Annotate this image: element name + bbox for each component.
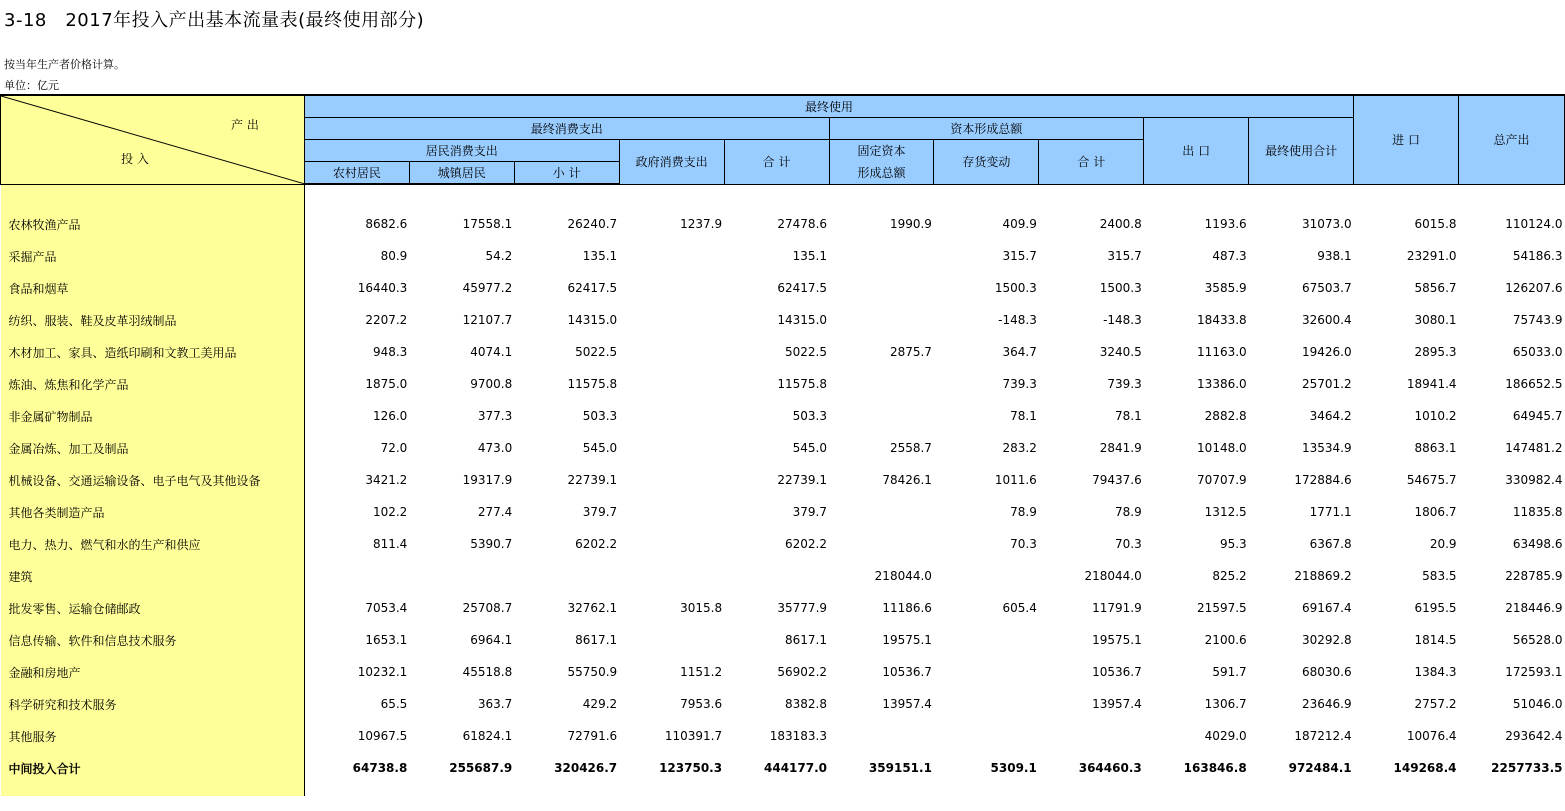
table-cell: 22739.1 <box>777 473 828 487</box>
table-cell: 277.4 <box>477 505 513 519</box>
total-row <box>1 752 1565 784</box>
table-cell <box>619 336 724 368</box>
table-cell: 19317.9 <box>462 473 513 487</box>
table-cell: 255687.9 <box>449 761 513 775</box>
table-cell: 825.2 <box>1212 569 1247 583</box>
table-row <box>1 432 1565 464</box>
table-cell: 283.2 <box>1002 441 1037 455</box>
table-cell: -148.3 <box>998 313 1037 327</box>
table-cell <box>724 560 829 592</box>
table-cell <box>304 560 409 592</box>
header-corner <box>1 95 305 184</box>
table-cell <box>934 560 1039 592</box>
table-cell: 78426.1 <box>882 473 932 487</box>
page-title: 3-18 2017年投入产出基本流量表(最终使用部分) <box>4 10 425 31</box>
table-cell: 80.9 <box>380 249 408 263</box>
table-cell: 163846.8 <box>1183 761 1247 775</box>
table-cell: 18941.4 <box>1406 377 1457 391</box>
table-cell: 2841.9 <box>1099 441 1142 455</box>
table-cell: 147481.2 <box>1505 441 1563 455</box>
table-cell: 23646.9 <box>1301 697 1352 711</box>
table-cell: 62417.5 <box>777 281 828 295</box>
row-label: 金融和房地产 <box>1 656 305 688</box>
table-cell: 13957.4 <box>1092 697 1142 711</box>
table-cell: 5022.5 <box>785 345 828 359</box>
table-cell: 739.3 <box>1107 377 1142 391</box>
table-cell: 3015.8 <box>680 601 723 615</box>
table-cell: 7053.4 <box>365 601 408 615</box>
table-cell: 64945.7 <box>1512 409 1563 423</box>
table-cell: 72.0 <box>380 441 408 455</box>
table-cell: 1814.5 <box>1414 633 1457 647</box>
table-cell: 45518.8 <box>462 665 513 679</box>
row-label: 电力、热力、燃气和水的生产和供应 <box>1 528 305 560</box>
table-cell: 379.7 <box>792 505 828 519</box>
unit-note: 单位：亿元 <box>4 79 59 92</box>
table-cell: 605.4 <box>1002 601 1037 615</box>
spacer-row <box>1 184 1565 208</box>
table-cell: 126.0 <box>372 409 408 423</box>
table-cell: 364460.3 <box>1078 761 1142 775</box>
table-cell: 63498.6 <box>1512 537 1563 551</box>
header-government: 政府消费支出 <box>619 139 724 184</box>
table-cell: 65033.0 <box>1512 345 1563 359</box>
table-cell: 56528.0 <box>1512 633 1563 647</box>
table-row <box>1 624 1565 656</box>
table-cell <box>619 240 724 272</box>
table-cell: 54675.7 <box>1406 473 1457 487</box>
io-table <box>0 94 1565 796</box>
table-cell: 948.3 <box>372 345 408 359</box>
table-cell <box>619 464 724 496</box>
table-cell: 1193.6 <box>1204 217 1247 231</box>
table-cell: 315.7 <box>1002 249 1037 263</box>
table-cell: 8617.1 <box>785 633 828 647</box>
table-cell <box>829 528 934 560</box>
table-cell: 54186.3 <box>1512 249 1563 263</box>
table-row <box>1 720 1565 752</box>
table-cell: 8382.8 <box>785 697 828 711</box>
table-row <box>1 592 1565 624</box>
corner-diagonal <box>1 96 304 184</box>
table-cell: 3585.9 <box>1204 281 1247 295</box>
table-cell: 1771.1 <box>1309 505 1352 519</box>
table-cell: -148.3 <box>1103 313 1142 327</box>
table-row <box>1 368 1565 400</box>
table-cell: 6015.8 <box>1414 217 1457 231</box>
table-cell: 10967.5 <box>357 729 408 743</box>
table-cell: 1500.3 <box>1099 281 1142 295</box>
row-label: 中间投入合计 <box>1 752 305 784</box>
table-cell: 487.3 <box>1212 249 1247 263</box>
table-cell: 409.9 <box>1002 217 1037 231</box>
table-cell: 315.7 <box>1107 249 1142 263</box>
table-cell: 359151.1 <box>868 761 932 775</box>
table-cell <box>619 560 724 592</box>
table-cell: 95.3 <box>1219 537 1247 551</box>
table-row <box>1 464 1565 496</box>
table-cell: 739.3 <box>1002 377 1037 391</box>
table-cell: 17558.1 <box>462 217 513 231</box>
table-row <box>1 528 1565 560</box>
table-cell: 8863.1 <box>1414 441 1457 455</box>
table-cell: 23291.0 <box>1406 249 1457 263</box>
table-cell: 545.0 <box>792 441 828 455</box>
table-cell <box>934 688 1039 720</box>
row-label: 纺织、服装、鞋及皮革羽绒制品 <box>1 304 305 336</box>
table-row <box>1 304 1565 336</box>
row-label: 其他服务 <box>1 720 305 752</box>
table-cell: 503.3 <box>792 409 828 423</box>
table-cell: 1990.9 <box>889 217 932 231</box>
table-cell: 22739.1 <box>567 473 618 487</box>
header-household: 居民消费支出 <box>304 139 619 162</box>
table-cell: 186652.5 <box>1505 377 1563 391</box>
table-cell: 69167.4 <box>1301 601 1352 615</box>
table-cell: 126207.6 <box>1505 281 1563 295</box>
row-label: 采掘产品 <box>1 240 305 272</box>
table-cell: 320426.7 <box>554 761 618 775</box>
table-cell: 19426.0 <box>1301 345 1352 359</box>
table-cell: 218044.0 <box>874 569 932 583</box>
table-cell: 545.0 <box>582 441 618 455</box>
row-label: 金属冶炼、加工及制品 <box>1 432 305 464</box>
table-cell: 1010.2 <box>1414 409 1457 423</box>
table-cell: 13386.0 <box>1197 377 1247 391</box>
table-cell: 811.4 <box>372 537 408 551</box>
table-cell: 429.2 <box>582 697 618 711</box>
row-label: 炼油、炼焦和化学产品 <box>1 368 305 400</box>
table-cell: 1384.3 <box>1414 665 1457 679</box>
header-fc-total: 合 计 <box>724 139 829 184</box>
table-cell: 172593.1 <box>1505 665 1563 679</box>
table-cell: 64738.8 <box>352 761 408 775</box>
table-header <box>1 95 1565 184</box>
table-cell: 1500.3 <box>994 281 1037 295</box>
table-cell: 75743.9 <box>1512 313 1563 327</box>
table-cell: 32600.4 <box>1301 313 1352 327</box>
table-cell: 32762.1 <box>567 601 618 615</box>
table-cell: 70707.9 <box>1197 473 1247 487</box>
table-cell <box>829 368 934 400</box>
table-cell: 6964.1 <box>470 633 513 647</box>
table-row <box>1 688 1565 720</box>
table-cell <box>829 400 934 432</box>
table-cell: 2100.6 <box>1204 633 1247 647</box>
table-cell: 218044.0 <box>1084 569 1142 583</box>
header-rural: 农村居民 <box>304 162 409 185</box>
table-cell: 70.3 <box>1010 537 1037 551</box>
table-cell <box>619 368 724 400</box>
table-cell <box>619 624 724 656</box>
table-cell: 31073.0 <box>1301 217 1352 231</box>
table-cell <box>409 560 514 592</box>
table-cell: 11791.9 <box>1092 601 1142 615</box>
table-cell: 78.1 <box>1115 409 1142 423</box>
table-cell: 10536.7 <box>882 665 932 679</box>
table-cell: 67503.7 <box>1301 281 1352 295</box>
price-note: 按当年生产者价格计算。 <box>4 58 125 71</box>
table-cell: 473.0 <box>477 441 513 455</box>
table-cell: 3240.5 <box>1099 345 1142 359</box>
table-cell: 10076.4 <box>1406 729 1457 743</box>
table-row <box>1 336 1565 368</box>
table-cell: 4074.1 <box>470 345 513 359</box>
table-cell <box>934 720 1039 752</box>
table-cell: 35777.9 <box>777 601 828 615</box>
table-cell: 1306.7 <box>1204 697 1247 711</box>
table-cell: 56902.2 <box>777 665 828 679</box>
table-cell <box>1039 720 1144 752</box>
header-inventory: 存货变动 <box>934 139 1039 184</box>
table-cell: 19575.1 <box>882 633 932 647</box>
table-cell: 25701.2 <box>1301 377 1352 391</box>
table-cell: 16440.3 <box>357 281 408 295</box>
table-cell <box>934 624 1039 656</box>
table-row <box>1 400 1565 432</box>
table-cell: 11835.8 <box>1512 505 1563 519</box>
header-final-use: 最终使用 <box>304 95 1353 117</box>
table-cell: 187212.4 <box>1294 729 1352 743</box>
table-row <box>1 240 1565 272</box>
table-cell <box>619 496 724 528</box>
table-cell: 503.3 <box>582 409 618 423</box>
table-cell: 135.1 <box>582 249 618 263</box>
corner-input-label: 投 入 <box>121 152 149 166</box>
table-cell: 377.3 <box>477 409 513 423</box>
table-cell: 11575.8 <box>567 377 618 391</box>
table-cell: 228785.9 <box>1505 569 1563 583</box>
header-import: 进 口 <box>1354 95 1459 184</box>
table-cell <box>829 720 934 752</box>
table-cell: 1312.5 <box>1204 505 1247 519</box>
row-label: 批发零售、运输仓储邮政 <box>1 592 305 624</box>
table-cell: 123750.3 <box>659 761 723 775</box>
table-cell: 1806.7 <box>1414 505 1457 519</box>
table-cell: 110391.7 <box>664 729 723 743</box>
table-cell: 330982.4 <box>1505 473 1563 487</box>
table-cell: 9700.8 <box>470 377 513 391</box>
row-label: 木材加工、家具、造纸印刷和文教工美用品 <box>1 336 305 368</box>
table-cell: 79437.6 <box>1092 473 1142 487</box>
table-cell: 218869.2 <box>1294 569 1352 583</box>
table-cell: 1237.9 <box>680 217 723 231</box>
table-cell: 6202.2 <box>785 537 828 551</box>
table-cell: 102.2 <box>372 505 408 519</box>
table-cell: 2875.7 <box>889 345 932 359</box>
table-row <box>1 560 1565 592</box>
table-cell <box>619 272 724 304</box>
table-cell: 2400.8 <box>1099 217 1142 231</box>
table-cell: 65.5 <box>380 697 408 711</box>
table-cell: 1151.2 <box>680 665 723 679</box>
header-urban: 城镇居民 <box>409 162 514 185</box>
table-cell: 19575.1 <box>1092 633 1142 647</box>
table-cell <box>514 560 619 592</box>
table-cell: 293642.4 <box>1505 729 1563 743</box>
table-cell: 18433.8 <box>1197 313 1247 327</box>
table-cell: 45977.2 <box>462 281 513 295</box>
table-cell <box>829 496 934 528</box>
table-cell: 6202.2 <box>575 537 618 551</box>
table-cell: 13957.4 <box>882 697 932 711</box>
table-cell: 26240.7 <box>567 217 618 231</box>
table-cell: 51046.0 <box>1512 697 1563 711</box>
header-final-use-total: 最终使用合计 <box>1249 117 1354 184</box>
row-label: 建筑 <box>1 560 305 592</box>
table-row <box>1 656 1565 688</box>
table-cell: 364.7 <box>1002 345 1037 359</box>
table-cell: 2882.8 <box>1204 409 1247 423</box>
table-cell: 6195.5 <box>1414 601 1457 615</box>
table-body <box>1 184 1565 796</box>
table-cell: 379.7 <box>582 505 618 519</box>
table-cell: 591.7 <box>1212 665 1247 679</box>
table-cell: 5022.5 <box>575 345 618 359</box>
header-export: 出 口 <box>1144 117 1249 184</box>
table-cell: 61824.1 <box>462 729 513 743</box>
header-gfcf-line2: 形成总额 <box>857 165 906 180</box>
header-final-consumption: 最终消费支出 <box>304 117 829 139</box>
table-cell: 70.3 <box>1115 537 1142 551</box>
trailing-row <box>1 784 1565 796</box>
table-cell: 25708.7 <box>462 601 513 615</box>
table-cell: 444177.0 <box>764 761 828 775</box>
table-cell: 78.9 <box>1010 505 1037 519</box>
table-cell: 30292.8 <box>1301 633 1352 647</box>
table-cell: 10148.0 <box>1197 441 1247 455</box>
table-cell: 78.9 <box>1115 505 1142 519</box>
table-cell: 363.7 <box>477 697 513 711</box>
row-label: 食品和烟草 <box>1 272 305 304</box>
table-cell <box>829 272 934 304</box>
table-cell <box>829 240 934 272</box>
table-cell: 5390.7 <box>470 537 513 551</box>
header-capital-formation: 资本形成总额 <box>829 117 1144 139</box>
table-cell: 72791.6 <box>567 729 618 743</box>
row-label: 信息传输、软件和信息技术服务 <box>1 624 305 656</box>
row-label: 机械设备、交通运输设备、电子电气及其他设备 <box>1 464 305 496</box>
table-cell: 1875.0 <box>365 377 408 391</box>
table-cell <box>934 656 1039 688</box>
table-cell: 62417.5 <box>567 281 618 295</box>
table-cell: 5309.1 <box>990 761 1037 775</box>
table-cell <box>619 528 724 560</box>
table-cell <box>829 304 934 336</box>
header-gfcf-line1: 固定资本 <box>857 143 906 158</box>
table-cell: 149268.4 <box>1393 761 1457 775</box>
table-cell: 10232.1 <box>357 665 408 679</box>
table-cell <box>619 304 724 336</box>
table-cell: 13534.9 <box>1301 441 1352 455</box>
table-cell: 21597.5 <box>1197 601 1247 615</box>
table-cell: 8617.1 <box>575 633 618 647</box>
header-cf-total: 合 计 <box>1039 139 1144 184</box>
table-cell: 2207.2 <box>365 313 408 327</box>
table-cell: 68030.6 <box>1301 665 1352 679</box>
row-label: 科学研究和技术服务 <box>1 688 305 720</box>
table-cell: 14315.0 <box>777 313 828 327</box>
table-cell: 3080.1 <box>1414 313 1457 327</box>
header-gfcf <box>829 139 934 184</box>
table-cell: 14315.0 <box>567 313 618 327</box>
table-cell: 172884.6 <box>1294 473 1352 487</box>
table-cell <box>619 400 724 432</box>
table-cell: 12107.7 <box>462 313 513 327</box>
table-cell: 135.1 <box>792 249 828 263</box>
table-cell: 11163.0 <box>1197 345 1247 359</box>
table-cell: 5856.7 <box>1414 281 1457 295</box>
table-cell: 6367.8 <box>1309 537 1352 551</box>
table-cell: 218446.9 <box>1505 601 1563 615</box>
table-cell: 27478.6 <box>777 217 828 231</box>
row-label: 其他各类制造产品 <box>1 496 305 528</box>
table-cell: 3464.2 <box>1309 409 1352 423</box>
table-cell: 1011.6 <box>994 473 1037 487</box>
corner-output-label: 产 出 <box>231 118 259 132</box>
table-row <box>1 208 1565 240</box>
table-cell: 54.2 <box>485 249 513 263</box>
table-row <box>1 272 1565 304</box>
table-cell: 3421.2 <box>365 473 408 487</box>
table-cell: 110124.0 <box>1505 217 1563 231</box>
table-cell: 938.1 <box>1317 249 1352 263</box>
table-cell: 2895.3 <box>1414 345 1457 359</box>
table-cell: 55750.9 <box>567 665 618 679</box>
row-label: 非金属矿物制品 <box>1 400 305 432</box>
table-cell: 7953.6 <box>680 697 723 711</box>
table-cell: 10536.7 <box>1092 665 1142 679</box>
table-cell: 8682.6 <box>365 217 408 231</box>
table-cell: 183183.3 <box>769 729 828 743</box>
table-cell: 583.5 <box>1422 569 1457 583</box>
table-cell: 4029.0 <box>1204 729 1247 743</box>
table-cell: 2757.2 <box>1414 697 1457 711</box>
table-cell: 2257733.5 <box>1491 761 1563 775</box>
row-label: 农林牧渔产品 <box>1 208 305 240</box>
table-cell: 20.9 <box>1429 537 1457 551</box>
table-cell: 78.1 <box>1010 409 1037 423</box>
header-total-output: 总产出 <box>1459 95 1565 184</box>
table-cell: 972484.1 <box>1288 761 1352 775</box>
table-row <box>1 496 1565 528</box>
table-cell: 11186.6 <box>882 601 932 615</box>
table-cell <box>619 432 724 464</box>
header-subtotal: 小 计 <box>514 162 619 185</box>
table-cell: 1653.1 <box>365 633 408 647</box>
table-cell: 2558.7 <box>889 441 932 455</box>
table-cell: 11575.8 <box>777 377 828 391</box>
